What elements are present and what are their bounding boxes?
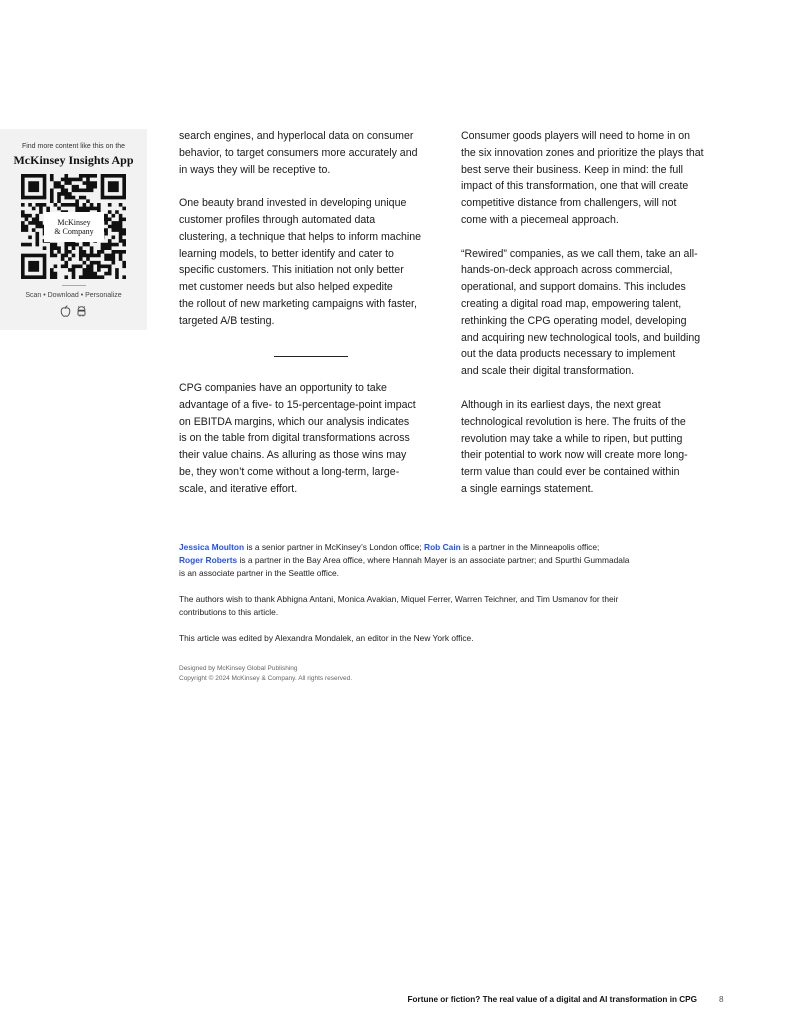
android-icon[interactable] [76,305,87,317]
body-line: impact of this transformation, one that will create [461,180,689,193]
body-line: advantage of a five- to 15-percentage-point impact [179,398,416,411]
body-line: learning models, to better identify and cater to [179,247,394,260]
bio-line [179,541,629,554]
app-promo-panel [0,129,147,330]
copyright: Copyright © 2024 McKinsey & Company. All rights reserved. [179,675,353,682]
body-line: term value than could ever be contained within [461,466,680,479]
bio-line: is an associate partner in the Seattle office. [179,568,339,578]
body-line: the six innovation zones and prioritize the plays that [461,146,704,159]
qr-logo-line1: McKinsey [57,218,91,227]
body-line: their potential to work now will create more long- [461,449,688,462]
qr-logo-line2: & Company [54,227,94,236]
body-line: rethinking the CPG operating model, developing [461,314,687,327]
author-link[interactable]: Roger Roberts [179,555,238,565]
body-line: on EBITDA margins, which our analysis indicates [179,415,410,428]
body-line: hands-on-deck approach across commercial, [461,264,673,277]
qr-finder-center [28,261,39,272]
credits [179,664,352,684]
promo-app-name: McKinsey Insights App [13,153,134,167]
bio-line [179,554,629,567]
body-line: competitive distance from challengers, will not [461,197,677,210]
body-line: best serve their business. Keep in mind: the full [461,163,683,176]
designed-by: Designed by McKinsey Global Publishing [179,665,298,672]
body-line: and acquiring new technological tools, and building [461,331,701,344]
body-line: be, they won’t come without a long-term, large- [179,465,400,478]
qr-finder-center [108,181,119,192]
body-line: search engines, and hyperlocal data on consumer [179,130,414,142]
body-line: creating a digital road map, empowering talent, [461,297,682,310]
body-line: clustering, a technique that helps to inform machine [179,230,422,243]
body-line: technological revolution is here. The fruits of the [461,415,686,428]
store-icons [60,305,87,317]
left-column-bottom [179,380,416,498]
apple-icon[interactable] [60,305,71,317]
page-number: 8 [719,995,724,1004]
bio-text: is a partner in the Minneapolis office; [460,542,600,552]
author-link[interactable]: Rob Cain [424,542,461,552]
promo-find-text: Find more content like this on the [21,143,126,150]
qr-logo [44,212,104,242]
body-line: and scale their digital transformation. [461,365,635,378]
body-line: CPG companies have an opportunity to take [179,382,387,394]
editor-note: This article was edited by Alexandra Mondalek, an editor in the New York office. [179,633,474,643]
body-line: specific customers. This initiation not only better [179,264,404,277]
body-line: is on the table from digital transformations across [179,432,410,445]
acknowledgments: contributions to this article. [179,607,279,617]
right-column-top [461,128,704,380]
left-column-top [179,128,421,330]
body-line: scale, and iterative effort. [179,482,298,495]
body-line: customer profiles through automated data [179,213,376,226]
body-line: One beauty brand invested in developing unique [179,197,407,210]
body-line: operational, and support domains. This includes [461,281,686,294]
body-line: out the data products necessary to implement [461,348,676,361]
body-line: behavior, to target consumers more accurately and [179,146,418,159]
acknowledgments: The authors wish to thank Abhigna Antani, Monica Avakian, Miquel Ferrer, Warren Teichner, and Tim Usmanov for their [179,594,619,604]
bio-text: is a senior partner in McKinsey’s London office; [244,542,425,552]
body-line: Although in its earliest days, the next great [461,399,661,411]
bio-text: is a partner in the Bay Area office, where Hannah Mayer is an associate partner; and Spurthi Gummadala [237,555,630,565]
body-line: met customer needs but also helped expedite [179,281,393,294]
section-divider [274,356,348,357]
body-line: revolution may take a while to ripen, but putting [461,432,683,445]
body-line: a single earnings statement. [461,482,594,495]
footer-title: Fortune or fiction? The real value of a digital and AI transformation in CPG [407,995,697,1004]
promo-steps: Scan • Download • Personalize [25,292,122,299]
author-link[interactable]: Jessica Moulton [179,542,245,552]
promo-divider [62,285,86,286]
body-line: “Rewired” companies, as we call them, take an all- [461,247,698,260]
author-bios [179,541,629,645]
body-line: in ways they will be receptive to. [179,163,331,176]
body-line: come with a piecemeal approach. [461,213,619,226]
body-line: their value chains. As alluring as those wins may [179,449,407,462]
body-line: Consumer goods players will need to home in on [461,130,691,142]
qr-finder-center [28,181,39,192]
body-line: targeted A/B testing. [179,314,275,327]
body-line: the rollout of new marketing campaigns with faster, [179,297,417,310]
right-column-bottom [461,397,688,498]
